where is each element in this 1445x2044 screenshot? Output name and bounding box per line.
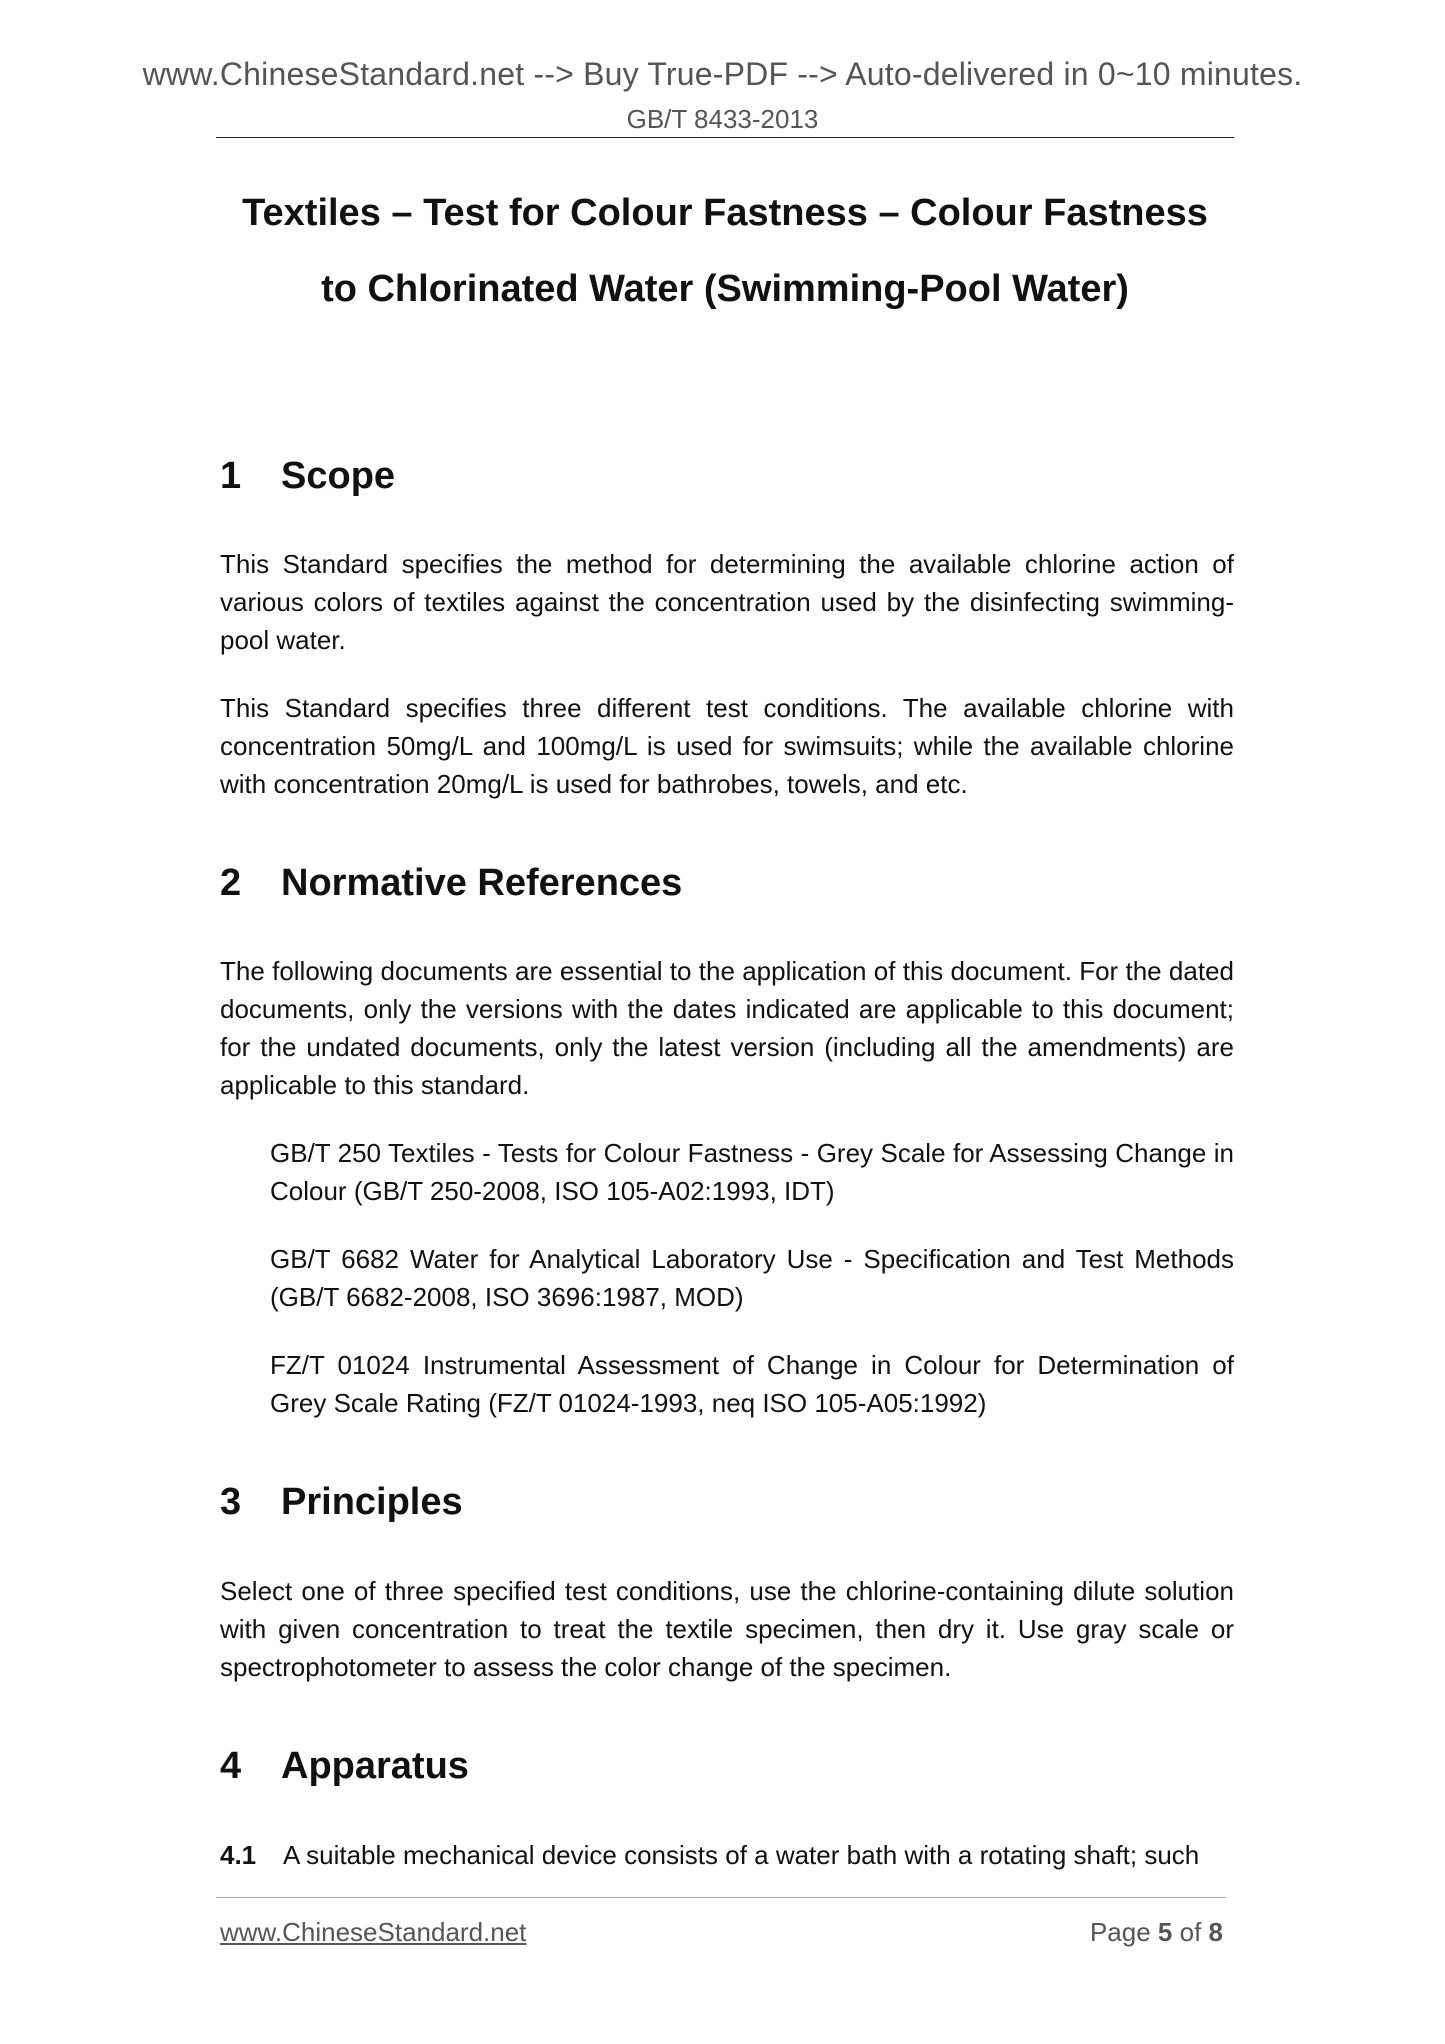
header-banner: www.ChineseStandard.net --> Buy True-PDF --> Auto-delivered in 0~10 minutes. (142, 56, 1303, 92)
section-title: Normative References (281, 862, 683, 904)
page-current: 5 (1157, 1917, 1173, 1947)
clause-4-1 (220, 1836, 1234, 1874)
page-total: 8 (1208, 1917, 1223, 1947)
document-title-line-2: to Chlorinated Water (Swimming-Pool Water) (321, 268, 1129, 310)
scope-paragraph-2: This Standard specifies three different test conditions. The available chlorine with concentration 50mg/L and 100mg/L is used for swimsuits; while the available chlorine with concentration 20mg/L is used for bathrobes, towels, and etc. (220, 693, 1234, 799)
reference-item-gbt-250: GB/T 250 Textiles - Tests for Colour Fastness - Grey Scale for Assessing Change in Colour (GB/T 250-2008, ISO 105-A02:1993, IDT) (270, 1138, 1234, 1206)
section-heading-principles (220, 1481, 463, 1524)
page-label: Page (1089, 1917, 1151, 1947)
principles-paragraph: Select one of three specified test conditions, use the chlorine-containing dilute solution with given concentration to treat the textile specimen, then dry it. Use gray scale or spectrophotometer to assess the color change of the specimen. (220, 1576, 1234, 1682)
footer-divider (216, 1897, 1226, 1898)
document-title-line-1: Textiles – Test for Colour Fastness – Colour Fastness (242, 192, 1208, 234)
references-intro-paragraph: The following documents are essential to the application of this document. For the dated documents, only the versions with the dates indicated are applicable to this document; for the undated documents, only the latest version (including all the amendments) are applicable to this standard. (220, 956, 1234, 1100)
section-heading-apparatus (220, 1745, 469, 1788)
section-heading-normative-references (220, 862, 682, 905)
section-title: Principles (281, 1481, 463, 1523)
section-number: 1 (220, 455, 242, 497)
section-title: Apparatus (281, 1745, 469, 1787)
scope-paragraph-1: This Standard specifies the method for determining the available chlorine action of various colors of textiles against the concentration used by the disinfecting swimming-pool water. (220, 549, 1234, 655)
page-of-label: of (1179, 1917, 1202, 1947)
reference-item-fzt-01024: FZ/T 01024 Instrumental Assessment of Change in Colour for Determination of Grey Scale Rating (FZ/T 01024-1993, neq ISO 105-A05:1992) (270, 1350, 1234, 1418)
header-divider (216, 137, 1234, 138)
reference-item-gbt-6682: GB/T 6682 Water for Analytical Laboratory Use - Specification and Test Methods (GB/T 6682-2008, ISO 3696:1987, MOD) (270, 1244, 1234, 1312)
clause-text: A suitable mechanical device consists of a water bath with a rotating shaft; such (283, 1840, 1200, 1870)
section-number: 2 (220, 862, 242, 904)
page-indicator (1090, 1917, 1223, 1948)
section-number: 4 (220, 1745, 242, 1787)
section-title: Scope (281, 455, 396, 497)
standard-code: GB/T 8433-2013 (626, 104, 819, 134)
section-number: 3 (220, 1481, 242, 1523)
footer-site-link[interactable]: www.ChineseStandard.net (220, 1917, 527, 1947)
section-heading-scope (220, 455, 395, 498)
clause-number: 4.1 (220, 1840, 257, 1870)
